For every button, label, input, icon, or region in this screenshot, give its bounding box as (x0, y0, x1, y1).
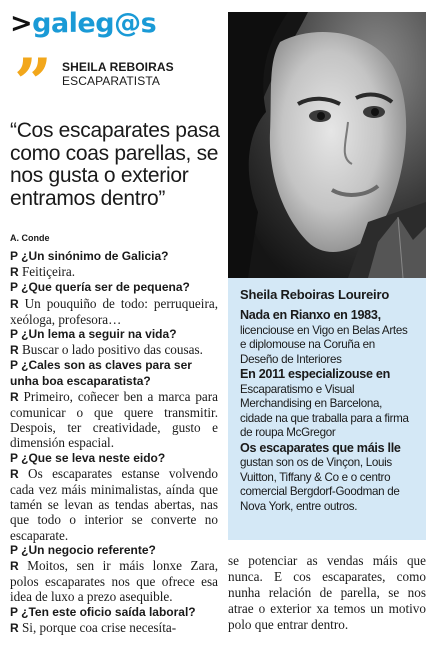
section-header (10, 8, 156, 39)
interview-item (10, 358, 218, 450)
bio-name: Sheila Reboiras Loureiro (240, 287, 390, 302)
byline-role: ESCAPARATISTA (62, 74, 160, 88)
portrait-photo (228, 12, 426, 278)
interview-answer: R Un pouquiño de todo: perruqueira, xeóloga, profesora… (10, 295, 218, 327)
article-author: A. Conde (10, 233, 50, 243)
interview-question: P ¿Cales son as claves para ser unha boa escaparatista? (10, 358, 192, 388)
interview-question: P ¿Que se leva neste eido? (10, 450, 166, 465)
byline-name: SHEILA REBOIRAS (62, 60, 174, 74)
interview-question: P ¿Un lema a seguir na vida? (10, 327, 177, 342)
interview-answer: R Si, porque coa crise necesíta- (10, 619, 177, 635)
bio-box (228, 278, 426, 540)
pull-quote: “Cos escaparates pasa como coas parellas, se nos gusta o exterior entramos dentro” (10, 119, 220, 210)
interview-item (10, 249, 218, 280)
interview-item (10, 280, 218, 327)
header-prefix: > (10, 8, 33, 39)
interview-item (10, 451, 218, 543)
interview-answer: R Os escaparates estanse volvendo cada vez máis minimalistas, aínda que tamén se levan as tendas abertas, nas que todo o interior se converte no escaparate. (10, 465, 218, 543)
interview-answer: R Buscar o lado positivo das cousas. (10, 342, 203, 358)
bio-paragraph: Nada en Rianxo en 1983, licenciouse en Vigo en Belas Artes e diplomouse na Coruña en Deseño de Interiores (240, 308, 408, 366)
bio-paragraph: Os escaparates que máis lle gustan son os de Vinçon, Louis Vuitton, Tiffany & Co e o centro comercial Bergdorf-Goodman de Nova York, entre outros. (240, 440, 401, 513)
interview-question: P ¿Un negocio referente? (10, 542, 156, 557)
answer-continuation: se potenciar as vendas máis que nunca. E cos escaparates, como nunha relación de parella, se nos atrae o exterior xa temos un motivo polo que entrar dentro. (228, 553, 426, 632)
interview-question: P ¿Ten este oficio saída laboral? (10, 604, 196, 619)
interview-question: P ¿Que quería ser de pequena? (10, 280, 190, 295)
interview-question: P ¿Un sinónimo de Galicia? (10, 249, 169, 263)
quote-mark-icon: ” (14, 44, 52, 122)
interview-item (10, 605, 218, 636)
interview-item (10, 543, 218, 605)
interview-item (10, 327, 218, 358)
portrait-illustration (228, 12, 426, 278)
interview-answer: R Feitiçeira. (10, 264, 76, 280)
section-brand: galeg@s (32, 8, 157, 39)
interview-answer: R Moitos, sen ir máis lonxe Zara, polos escaparates nos que ofrece esa idea de luxo a prezo asequible. (10, 558, 218, 605)
bio-paragraph: En 2011 especializouse en Escaparatismo e Visual Merchandising en Barcelona, cidade na que traballa para a firma de roupa McGregor (240, 367, 409, 439)
interview-column (10, 249, 218, 636)
interview-answer: R Primeiro, coñecer ben a marca para comunicar o que quere transmitir. Despois, ter creatividade, gusto e dimensión espacial. (10, 388, 219, 451)
